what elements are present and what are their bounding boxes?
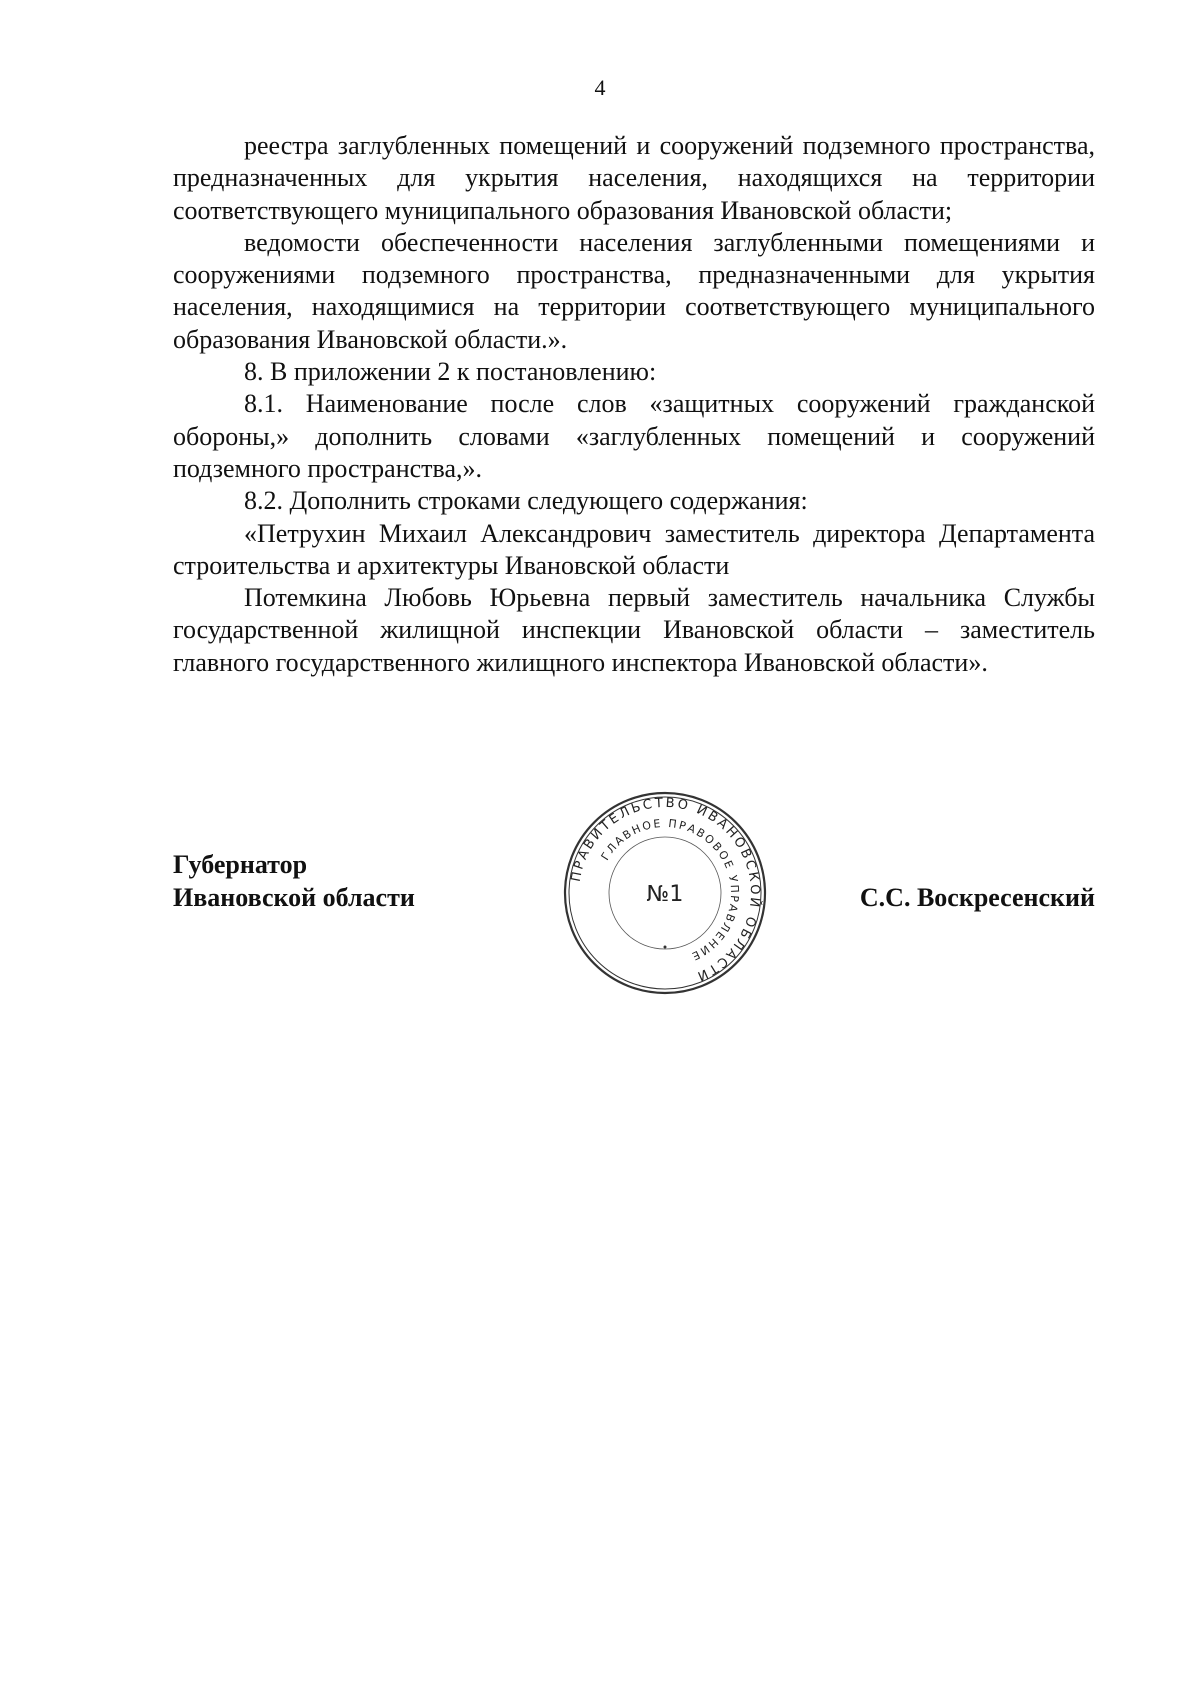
seal-outer-ring-text: ПРАВИТЕЛЬСТВО ИВАНОВСКОЙ ОБЛАСТИ: [568, 795, 763, 985]
page-number: 4: [594, 75, 606, 100]
seal-inner-ring-text: ГЛАВНОЕ ПРАВОВОЕ УПРАВЛЕНИЕ: [598, 816, 742, 964]
paragraph-petrukhin: «Петрухин Михаил Александрович заместитель директора Департамента строительства и архитектуры Ивановской области: [173, 518, 1095, 580]
official-seal: [562, 790, 768, 996]
paragraph-item-8-1: 8.1. Наименование после слов «защитных сооружений гражданской обороны,» дополнить словами «заглубленных помещений и сооружений подземного пространства,».: [173, 389, 1095, 483]
paragraph-item-8: 8. В приложении 2 к постановлению:: [244, 357, 657, 387]
seal-number: №1: [646, 882, 684, 907]
document-body: [173, 130, 1095, 679]
signatory-position-line2: Ивановской области: [173, 883, 415, 912]
paragraph-registry: реестра заглубленных помещений и сооружений подземного пространства, предназначенных для укрытия населения, находящихся на территории соответствующего муниципального образования Ивановской области;: [173, 131, 1095, 225]
paragraph-item-8-2: 8.2. Дополнить строками следующего содержания:: [244, 486, 808, 516]
signatory-position-line1: Губернатор: [173, 850, 308, 879]
signatory-name: С.С. Воскресенский: [859, 883, 1095, 912]
paragraph-statement: ведомости обеспеченности населения заглубленными помещениями и сооружениями подземного пространства, предназначенными для укрытия населения, находящимися на территории соответствующего муниципального образования Ивановской области.».: [173, 227, 1095, 354]
signatory-position: [173, 848, 415, 914]
paragraph-potemkina: Потемкина Любовь Юрьевна первый заместитель начальника Службы государственной жилищной инспекции Ивановской области – заместитель главного государственного жилищного инспектора Ивановской области».: [173, 583, 1095, 677]
